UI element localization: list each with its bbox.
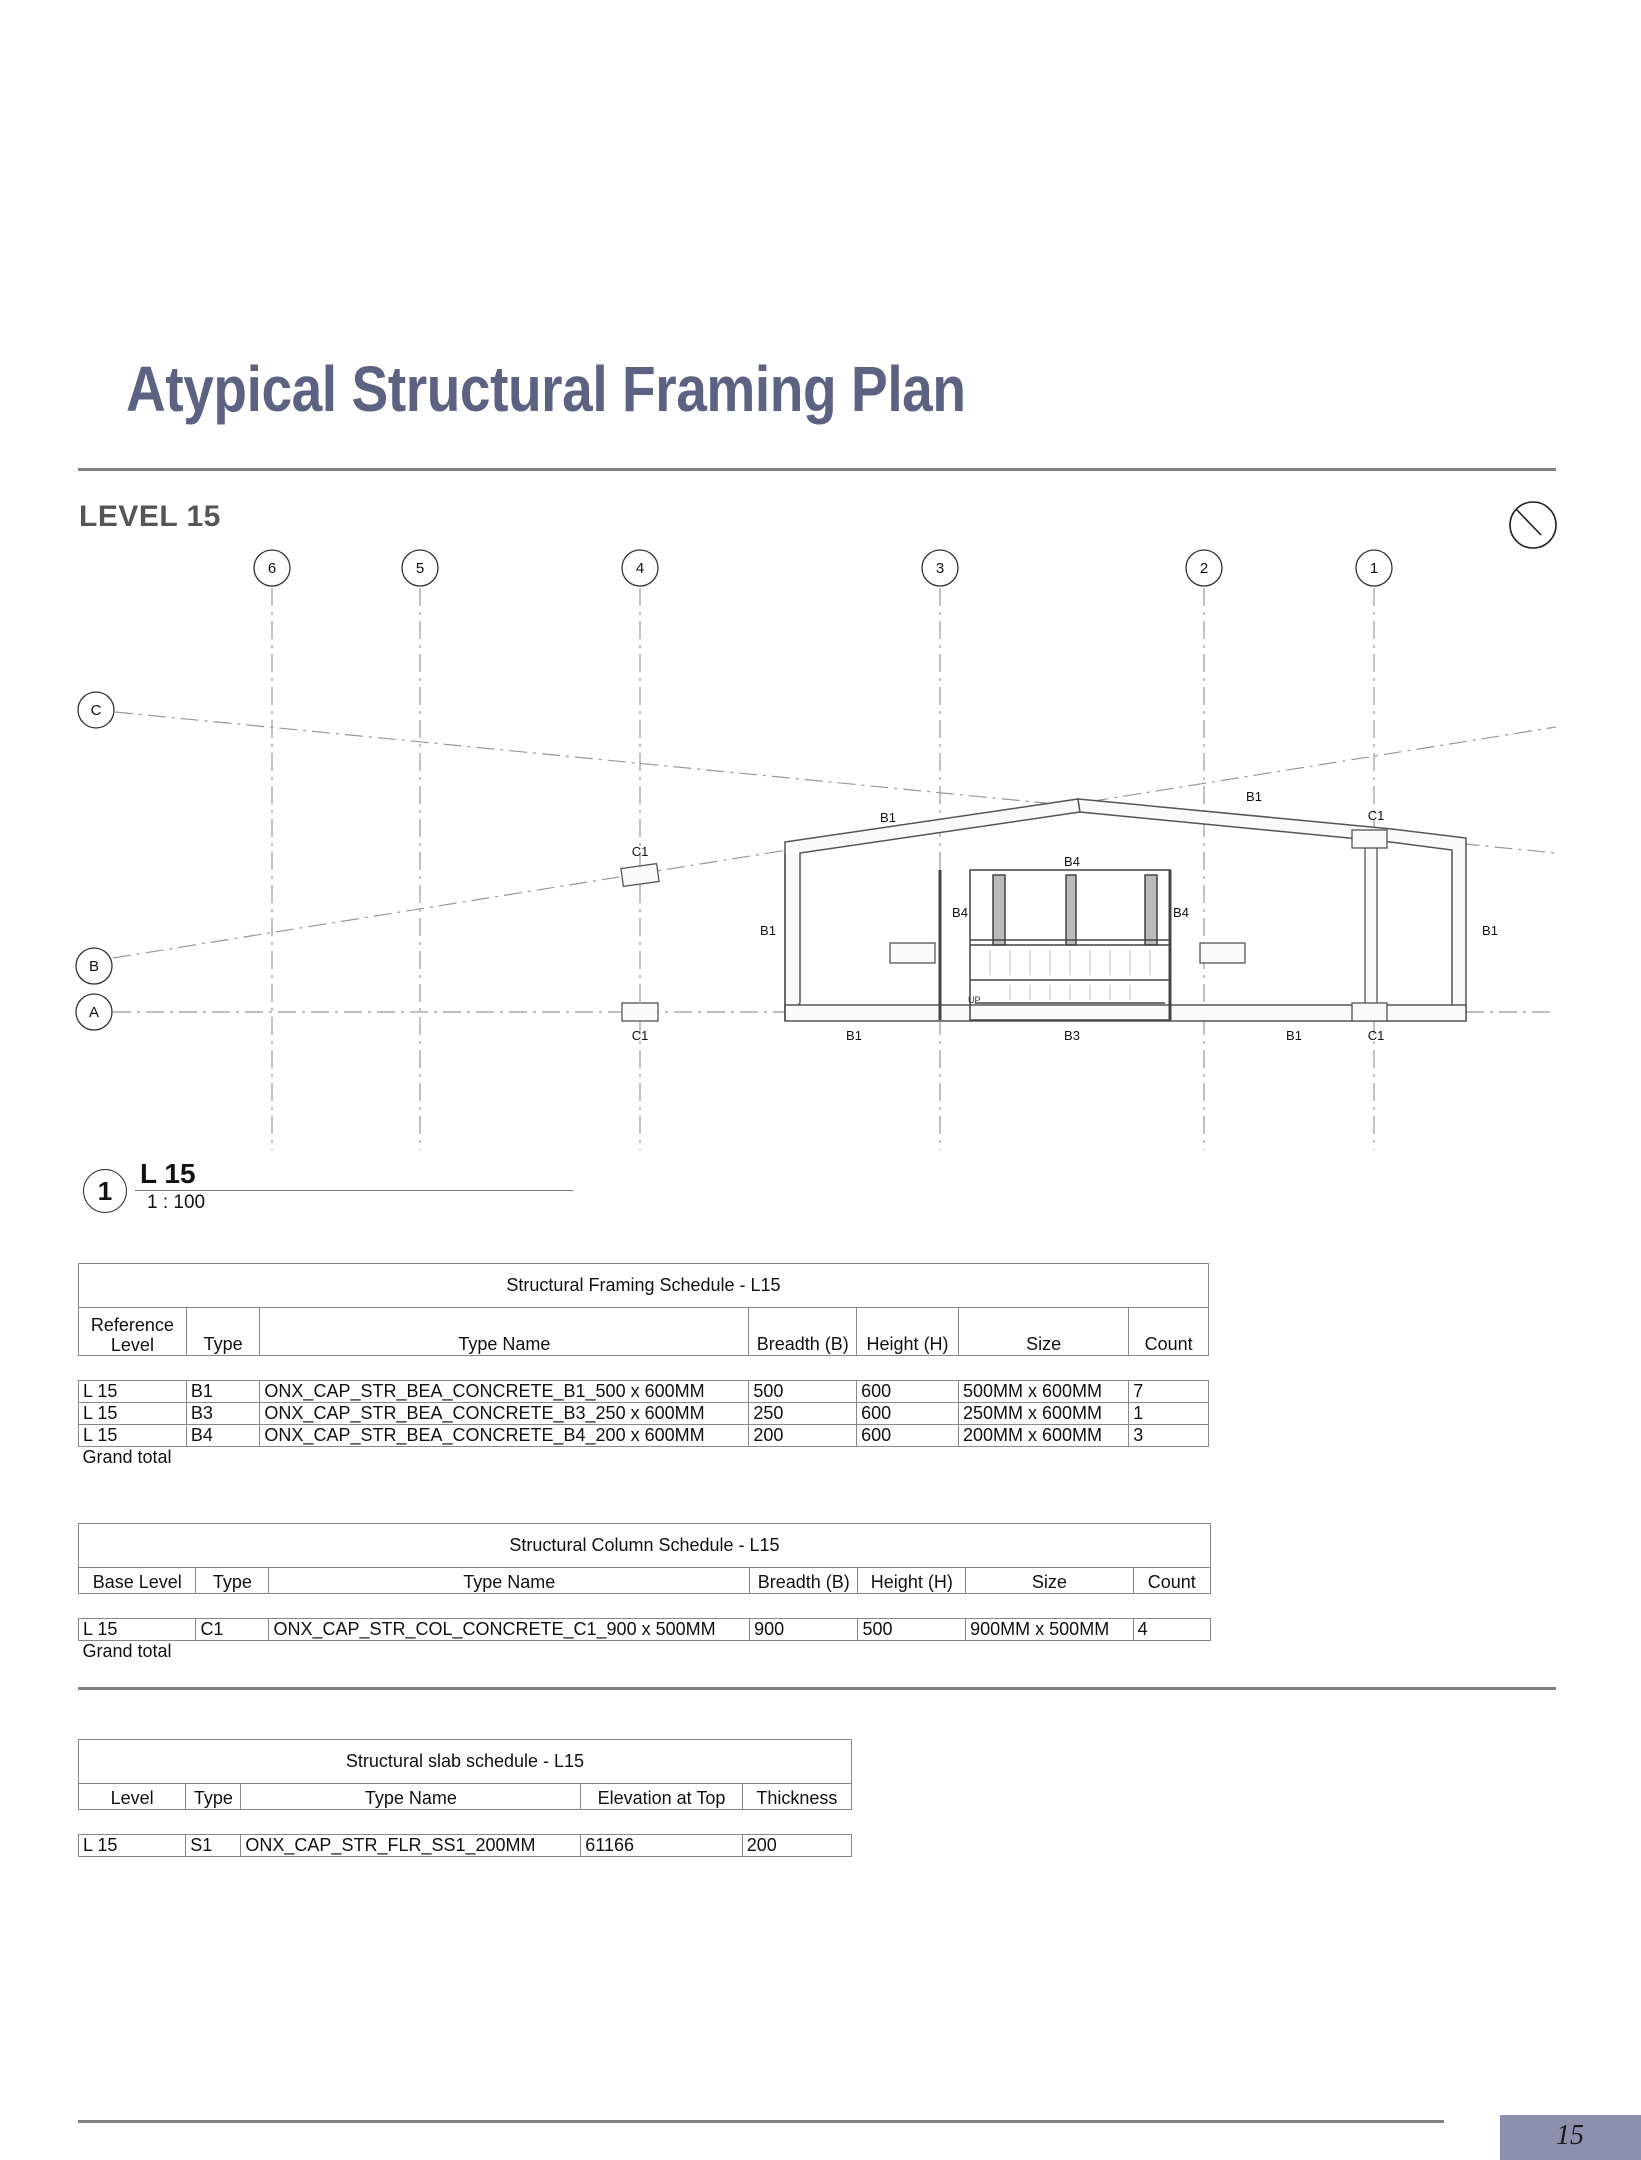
beam-tag-b1: B1 [880, 810, 896, 825]
grand-total-label: Grand total [82, 1447, 172, 1467]
grid-label-5: 5 [415, 560, 425, 577]
schedule-divider [78, 1687, 1556, 1690]
column-tag-c1: C1 [631, 844, 649, 859]
column-header: Height (H) [857, 1308, 959, 1356]
grid-label-1: 1 [1369, 560, 1379, 577]
grid-label-b: B [88, 958, 100, 975]
view-title: L 15 [140, 1158, 196, 1189]
column-tag-c1: C1 [1367, 808, 1385, 823]
grid-label-2: 2 [1199, 560, 1209, 577]
grid-label-4: 4 [635, 560, 645, 577]
table-row: L 15 S1 ONX_CAP_STR_FLR_SS1_200MM 61166 200 [79, 1835, 852, 1857]
footer-divider [78, 2120, 1444, 2123]
column-header: Type [186, 1784, 241, 1810]
column-header: Type Name [241, 1784, 581, 1810]
beam-tag-b1: B1 [1246, 789, 1262, 804]
view-scale: 1 : 100 [147, 1192, 206, 1213]
framing-schedule-table [78, 1263, 1209, 1468]
page-title: Atypical Structural Framing Plan [126, 353, 966, 425]
column-header: Size [958, 1308, 1128, 1356]
column-header: Elevation at Top [581, 1784, 742, 1810]
column-tag-c1: C1 [631, 1028, 649, 1043]
column-header: Size [966, 1568, 1133, 1594]
beam-tag-b4: B4 [1173, 905, 1189, 920]
column-header: Height (H) [858, 1568, 966, 1594]
column-tag-c1: C1 [1367, 1028, 1385, 1043]
slab-schedule-title: Structural slab schedule - L15 [79, 1740, 852, 1784]
column-header: Count [1129, 1308, 1209, 1356]
column-header: Breadth (B) [750, 1568, 858, 1594]
column-header: Level [79, 1784, 186, 1810]
beam-tag-b1: B1 [760, 923, 776, 938]
column-schedule-title: Structural Column Schedule - L15 [79, 1524, 1211, 1568]
column-header: Count [1133, 1568, 1210, 1594]
beam-tag-b4: B4 [1064, 854, 1080, 869]
framing-plan-drawing [0, 495, 1641, 1155]
title-divider [78, 468, 1556, 471]
beam-tag-b1: B1 [846, 1028, 862, 1043]
beam-tag-b3: B3 [1064, 1028, 1080, 1043]
column-header: Type Name [269, 1568, 750, 1594]
column-schedule-table [78, 1523, 1211, 1662]
beam-tag-b1: B1 [1286, 1028, 1302, 1043]
grid-label-c: C [90, 702, 102, 719]
framing-schedule-title: Structural Framing Schedule - L15 [79, 1264, 1209, 1308]
table-row: L 15 B1 ONX_CAP_STR_BEA_CONCRETE_B1_500 x 600MM 500 600 500MM x 600MM 7 [79, 1381, 1209, 1403]
table-row: L 15 B3 ONX_CAP_STR_BEA_CONCRETE_B3_250 x 600MM 250 600 250MM x 600MM 1 [79, 1403, 1209, 1425]
slab-schedule-table [78, 1739, 852, 1857]
view-title-line [135, 1190, 573, 1191]
beam-tag-b1: B1 [1482, 923, 1498, 938]
table-row: L 15 B4 ONX_CAP_STR_BEA_CONCRETE_B4_200 x 600MM 200 600 200MM x 600MM 3 [79, 1425, 1209, 1447]
level-heading: LEVEL 15 [79, 500, 221, 533]
column-header: Reference Level [79, 1308, 187, 1356]
page-number: 15 [1556, 2120, 1584, 2151]
column-header: Base Level [79, 1568, 196, 1594]
grand-total-label: Grand total [82, 1641, 172, 1661]
column-header: Type [196, 1568, 269, 1594]
column-header: Type [186, 1308, 260, 1356]
grid-label-a: A [88, 1004, 100, 1021]
stair-up-label: UP [968, 995, 981, 1005]
view-number-badge: 1 [83, 1169, 127, 1213]
table-row: L 15 C1 ONX_CAP_STR_COL_CONCRETE_C1_900 x 500MM 900 500 900MM x 500MM 4 [79, 1619, 1211, 1641]
grid-label-3: 3 [935, 560, 945, 577]
column-header: Thickness [742, 1784, 851, 1810]
grid-label-6: 6 [267, 560, 277, 577]
beam-tag-b4: B4 [952, 905, 968, 920]
column-header: Breadth (B) [749, 1308, 857, 1356]
column-header: Type Name [260, 1308, 749, 1356]
north-arrow-icon [1510, 502, 1556, 548]
